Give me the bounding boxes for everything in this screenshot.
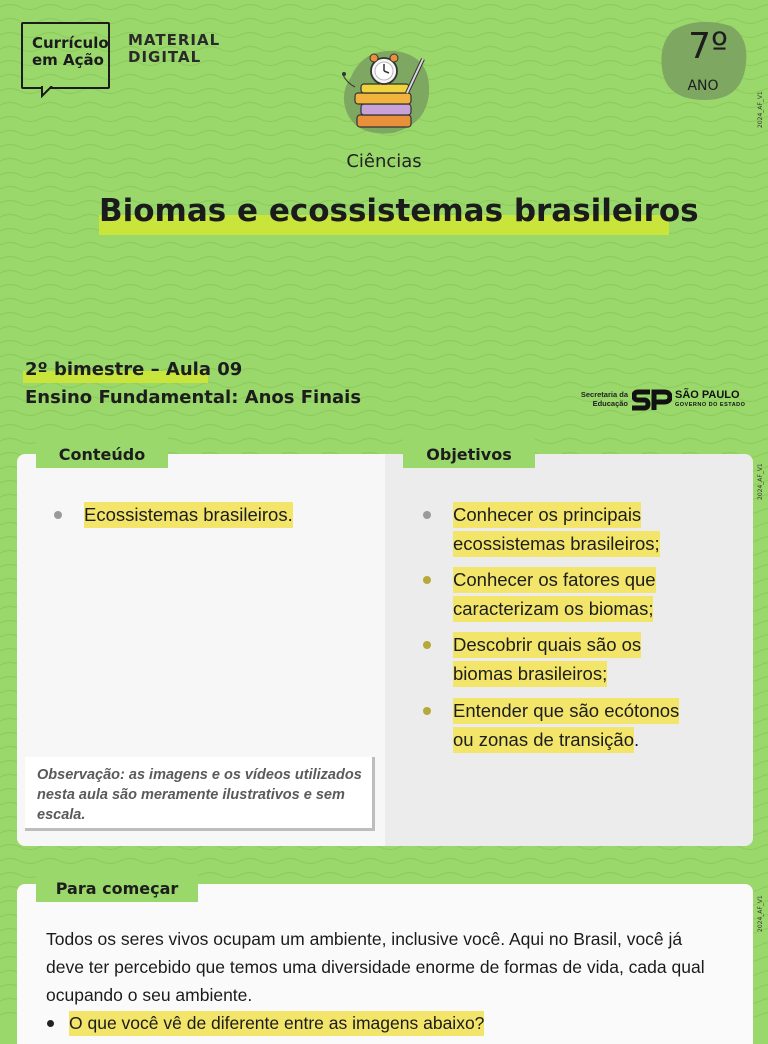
objective-item: [453, 696, 679, 754]
objective-item: [453, 565, 656, 623]
subject-label: Ciências: [346, 151, 422, 172]
books-clock-illustration: [341, 47, 431, 135]
logo-line-2a: em: [32, 51, 64, 69]
content-item-text: Ecossistemas brasileiros.: [84, 502, 293, 528]
question-text: O que você vê de diferente entre as imagens abaixo?: [69, 1011, 484, 1036]
start-tab: Para começar: [36, 870, 198, 902]
material-digital-label: [128, 32, 220, 66]
content-tab: Conteúdo: [36, 436, 168, 468]
objective-1-line-1: Conhecer os principais: [453, 502, 641, 528]
page-title-text: Biomas e ecossistemas brasileiros: [99, 193, 699, 229]
bullet-icon: [54, 511, 62, 519]
objective-item: [453, 500, 660, 558]
objective-2-line-2: caracterizam os biomas;: [453, 596, 653, 622]
secretaria-line-2: Educação: [592, 399, 628, 408]
bullet-icon: [423, 641, 431, 649]
government-label: GOVERNO DO ESTADO: [675, 402, 746, 408]
question-item: [69, 1010, 484, 1036]
observation-note: Observação: as imagens e os vídeos utilizados nesta aula são meramente ilustrativos e sem escala.: [25, 757, 375, 831]
logo-line-1: Currículo: [32, 34, 109, 52]
speech-bubble-tail-icon: [40, 86, 56, 98]
objective-3-line-2: biomas brasileiros;: [453, 661, 607, 687]
page-title: [99, 192, 699, 235]
sp-monogram-icon: [632, 389, 672, 411]
logo-line-2: [32, 52, 108, 69]
sao-paulo-government-logo: [572, 387, 748, 413]
content-item: [84, 500, 293, 529]
side-code-bottom: 2024_AF_V1: [757, 895, 764, 932]
bullet-icon: [423, 511, 431, 519]
objective-3-line-1: Descobrir quais são os: [453, 632, 641, 658]
material-line-1: MATERIAL: [128, 31, 221, 49]
lesson-text: 2º bimestre – Aula 09: [25, 359, 243, 380]
education-level: Ensino Fundamental: Anos Finais: [25, 387, 362, 408]
secretaria-label: [572, 390, 628, 408]
intro-paragraph: Todos os seres vivos ocupam um ambiente, inclusive você. Aqui no Brasil, você já deve ter percebido que temos uma diversidade enorme de formas de vida, cada qual ocupando o seu ambiente.: [46, 929, 705, 1005]
objectives-tab: Objetivos: [403, 436, 535, 468]
objective-4-line-1: Entender que são ecótonos: [453, 698, 679, 724]
lesson-info: [25, 359, 242, 381]
side-code-middle: 2024_AF_V1: [757, 463, 764, 500]
side-code-top: 2024_AF_V1: [757, 91, 764, 128]
bullet-icon: [423, 707, 431, 715]
objective-2-line-1: Conhecer os fatores que: [453, 567, 656, 593]
objective-4-tail: .: [634, 729, 640, 750]
material-line-2: DIGITAL: [128, 48, 202, 66]
objective-1-line-2: ecossistemas brasileiros;: [453, 531, 660, 557]
curriculo-em-acao-logo: [21, 22, 110, 89]
objective-item: [453, 630, 641, 688]
secretaria-line-1: Secretaria da: [580, 390, 628, 399]
objective-4-line-2: ou zonas de transição: [453, 727, 634, 753]
state-name: SÃO PAULO: [675, 389, 740, 401]
year-label: ANO: [687, 78, 719, 94]
logo-line-2b: Ação: [63, 51, 104, 69]
bullet-icon: [423, 576, 431, 584]
year-number: 7º: [688, 26, 728, 67]
